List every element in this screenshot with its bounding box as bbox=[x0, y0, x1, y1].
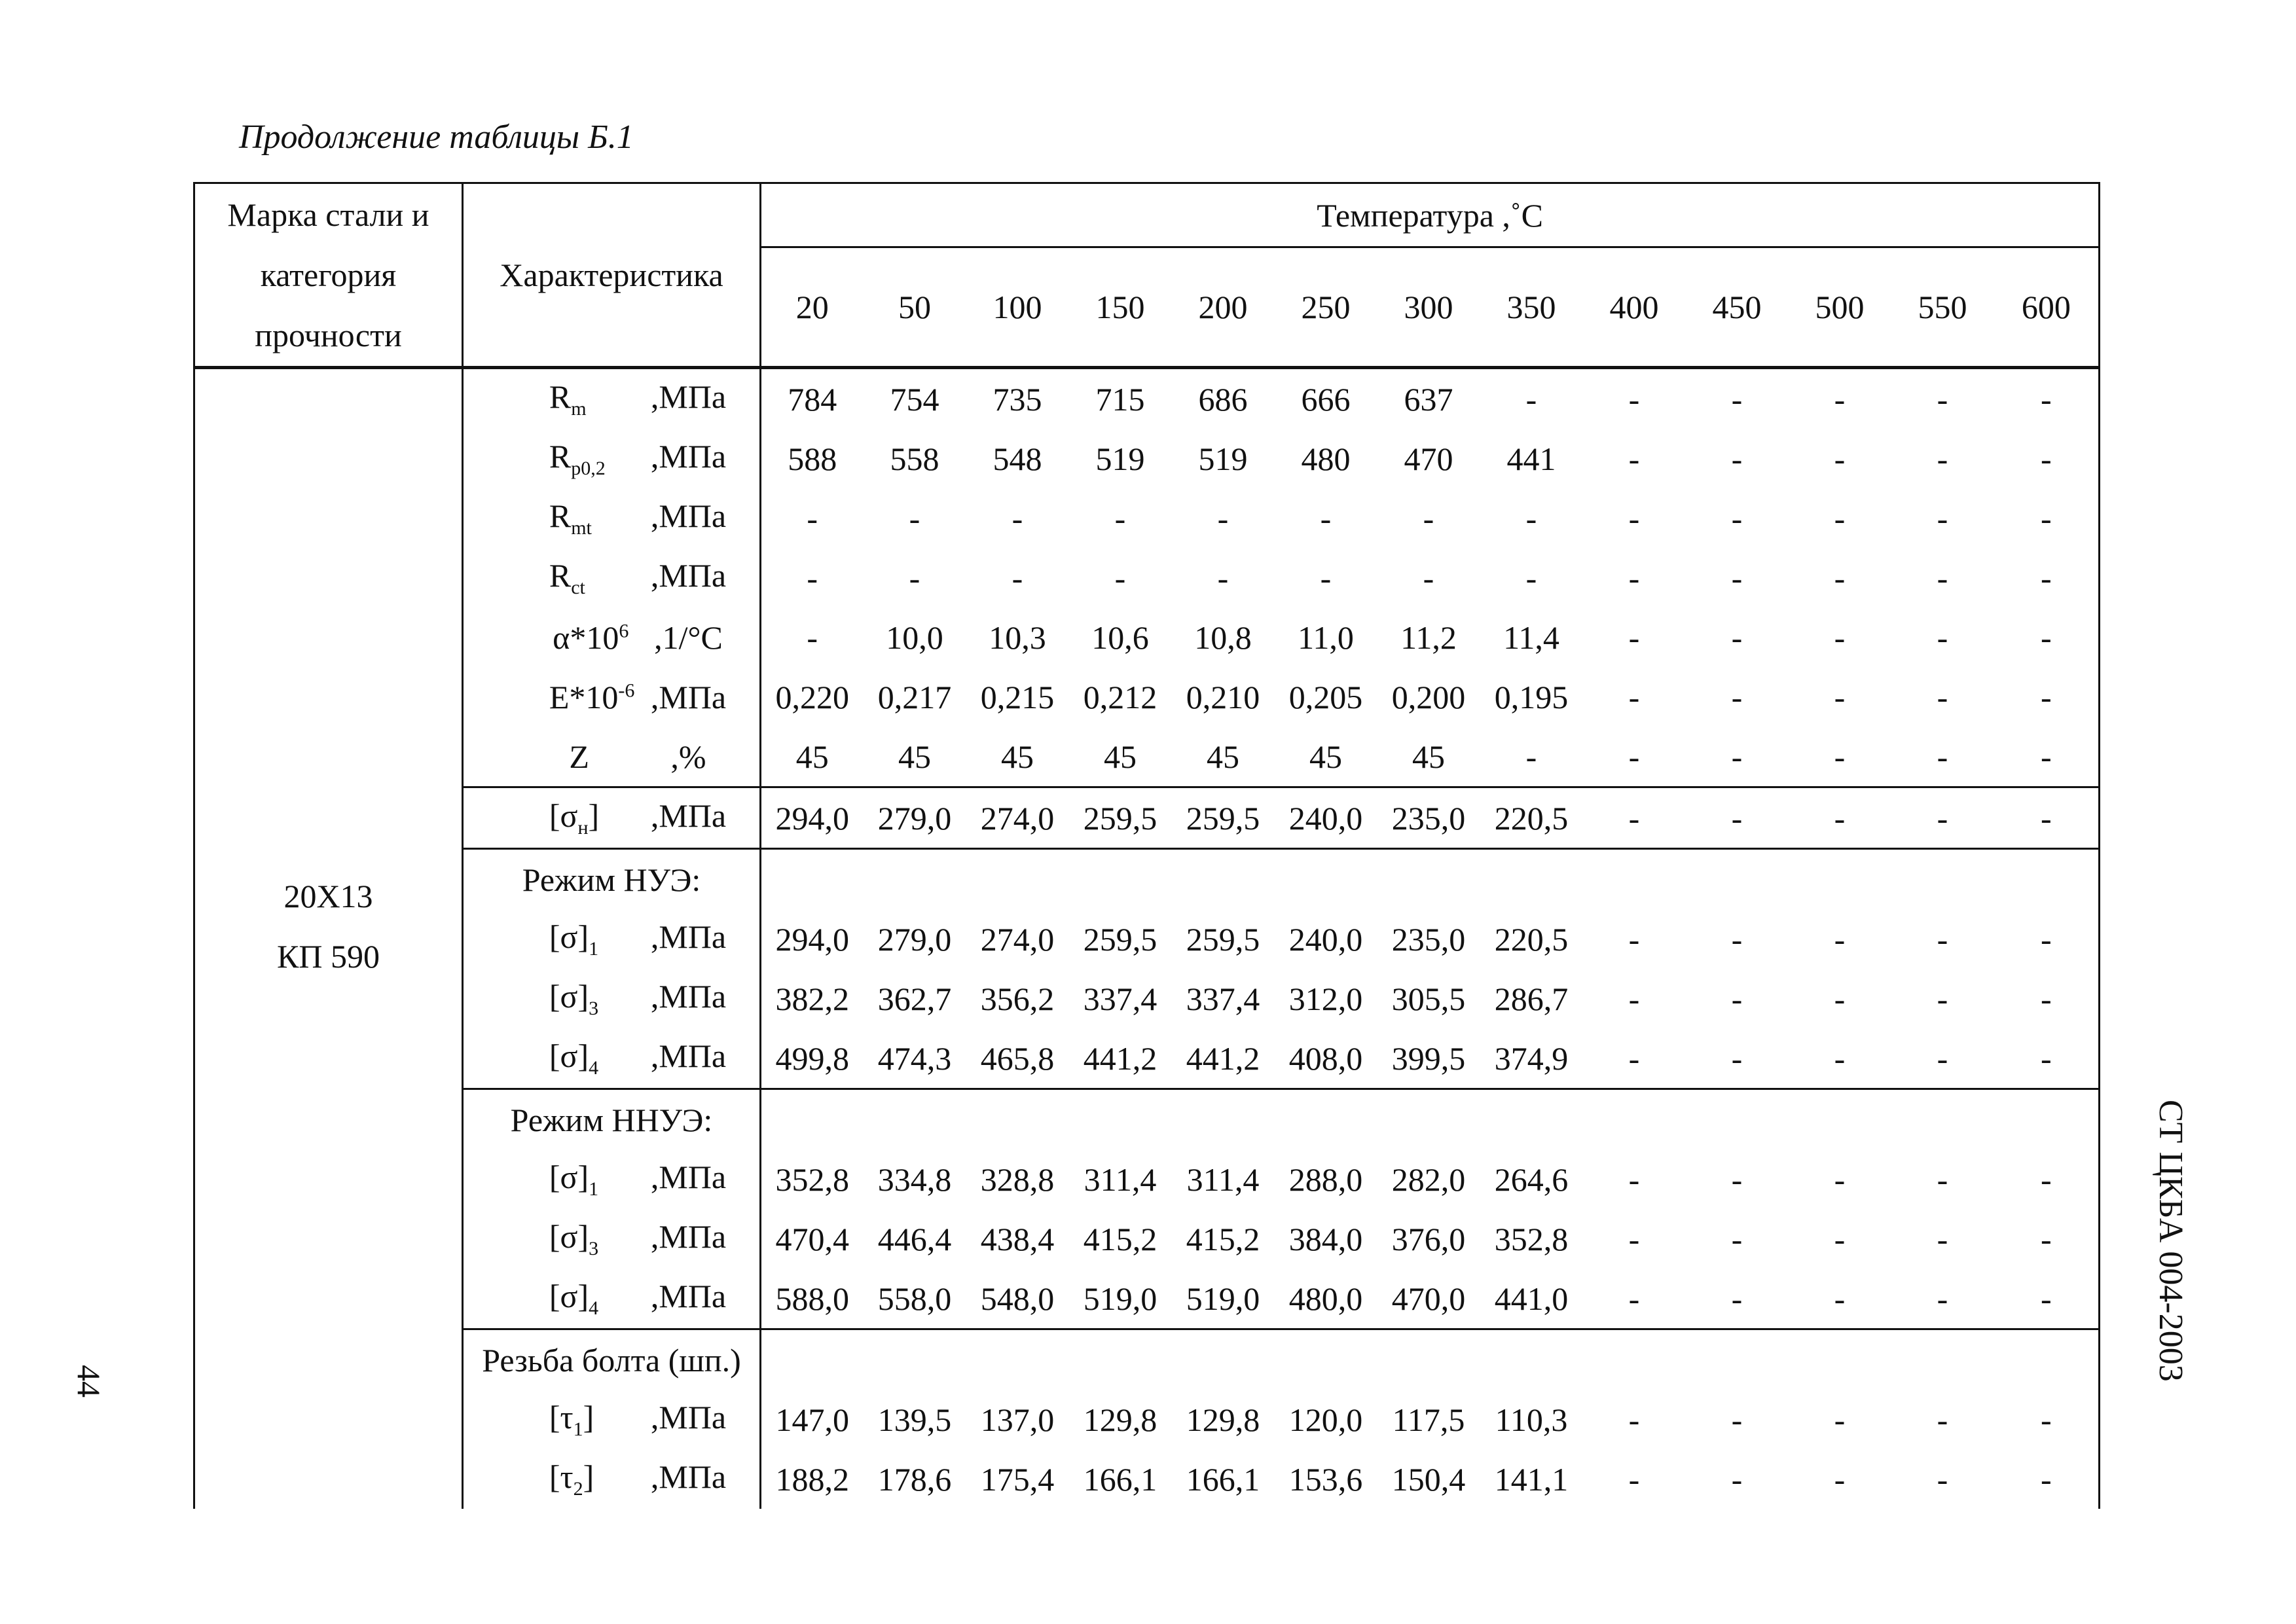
value-cell: 399,5 bbox=[1391, 1039, 1466, 1077]
value-cell: - bbox=[1834, 1039, 1846, 1077]
table-row bbox=[194, 1449, 2100, 1509]
value-cell: 150,4 bbox=[1391, 1460, 1466, 1498]
temperature-header-cell: 150 bbox=[1069, 247, 1172, 368]
value-cell: - bbox=[1834, 619, 1846, 656]
value-cell: - bbox=[1628, 920, 1640, 958]
value-cell: 45 bbox=[1001, 738, 1034, 775]
value-cell: 408,0 bbox=[1288, 1039, 1363, 1077]
section-label: Режим НУЭ: bbox=[463, 849, 761, 910]
table-caption: Продолжение таблицы Б.1 bbox=[239, 118, 634, 156]
value-cell: 784 bbox=[761, 368, 864, 429]
document-code: СТ ЦКБА 004-2003 bbox=[2152, 1100, 2189, 1382]
value-cell: 259,5 bbox=[1069, 787, 1172, 849]
table-row bbox=[194, 727, 2100, 787]
value-cell: - bbox=[1628, 1280, 1640, 1317]
value-cell: 754 bbox=[864, 368, 966, 429]
value-cell: - bbox=[1320, 559, 1332, 596]
properties-table bbox=[193, 182, 2100, 1509]
value-cell: - bbox=[1583, 368, 1686, 429]
value-cell: - bbox=[1628, 980, 1640, 1017]
table-row bbox=[194, 429, 2100, 488]
value-cell: - bbox=[1937, 1220, 1948, 1257]
value-cell: - bbox=[1525, 738, 1537, 775]
value-cell: 279,0 bbox=[864, 787, 966, 849]
value-cell: 220,5 bbox=[1480, 787, 1583, 849]
value-cell: - bbox=[1937, 559, 1948, 596]
value-cell: 0,215 bbox=[980, 678, 1055, 715]
table-row bbox=[194, 787, 2100, 849]
value-cell: - bbox=[1994, 1209, 2100, 1269]
table-row bbox=[194, 1269, 2100, 1329]
value-cell: 334,8 bbox=[877, 1161, 952, 1198]
value-cell: 166,1 bbox=[1186, 1460, 1260, 1498]
value-cell: - bbox=[909, 559, 920, 596]
value-cell: 294,0 bbox=[761, 787, 864, 849]
value-cell: - bbox=[1628, 738, 1640, 775]
strength-category: КП 590 bbox=[277, 937, 380, 975]
value-cell: 286,7 bbox=[1494, 980, 1569, 1017]
value-cell: - bbox=[1320, 499, 1332, 537]
header-grade: Марка стали и категория прочности bbox=[194, 183, 463, 368]
value-cell: 288,0 bbox=[1288, 1161, 1363, 1198]
section-label: Режим ННУЭ: bbox=[463, 1089, 761, 1150]
value-cell: 220,5 bbox=[1494, 920, 1569, 958]
value-cell: - bbox=[1937, 920, 1948, 958]
table-row bbox=[194, 548, 2100, 607]
value-cell: - bbox=[1994, 488, 2100, 548]
characteristic-cell: $[\sigma]_1$ ,МПа bbox=[463, 1149, 761, 1209]
value-cell: 259,5 bbox=[1083, 920, 1157, 958]
temperature-header-cell: 500 bbox=[1789, 247, 1891, 368]
value-cell: - bbox=[1937, 1401, 1948, 1438]
temperature-header-cell: 300 bbox=[1377, 247, 1480, 368]
table-row bbox=[194, 607, 2100, 667]
value-cell: 147,0 bbox=[775, 1401, 849, 1438]
value-cell: 356,2 bbox=[980, 980, 1055, 1017]
value-cell: - bbox=[1628, 440, 1640, 477]
value-cell: - bbox=[1731, 920, 1743, 958]
section-row bbox=[194, 1329, 2100, 1390]
table-row bbox=[194, 667, 2100, 727]
value-cell: - bbox=[1114, 499, 1126, 537]
value-cell: - bbox=[1994, 969, 2100, 1028]
value-cell: 279,0 bbox=[877, 920, 952, 958]
value-cell: 117,5 bbox=[1392, 1401, 1465, 1438]
value-cell: - bbox=[1994, 607, 2100, 667]
value-cell: - bbox=[1994, 1269, 2100, 1329]
value-cell: - bbox=[1731, 1161, 1743, 1198]
value-cell: - bbox=[1994, 368, 2100, 429]
value-cell: 129,8 bbox=[1083, 1401, 1157, 1438]
value-cell: 110,3 bbox=[1495, 1401, 1568, 1438]
value-cell: 0,220 bbox=[775, 678, 849, 715]
value-cell: 548 bbox=[993, 440, 1042, 477]
characteristic-cell: $[\sigma]_1$ ,МПа bbox=[463, 909, 761, 969]
value-cell: - bbox=[1834, 440, 1846, 477]
temperature-header-cell: 450 bbox=[1686, 247, 1789, 368]
value-cell: - bbox=[1937, 1161, 1948, 1198]
value-cell: - bbox=[1834, 559, 1846, 596]
value-cell: - bbox=[1217, 499, 1229, 537]
value-cell: - bbox=[1937, 1280, 1948, 1317]
value-cell: - bbox=[1937, 980, 1948, 1017]
table-row bbox=[194, 1209, 2100, 1269]
value-cell: 282,0 bbox=[1391, 1161, 1466, 1198]
temperature-header-cell: 20 bbox=[761, 247, 864, 368]
temperature-header-cell: 50 bbox=[864, 247, 966, 368]
value-cell: 558 bbox=[890, 440, 939, 477]
temperature-header-cell: 350 bbox=[1480, 247, 1583, 368]
value-cell: - bbox=[1628, 1460, 1640, 1498]
temperature-header-cell: 600 bbox=[1994, 247, 2100, 368]
value-cell: 45 bbox=[795, 738, 829, 775]
steel-grade-cell bbox=[194, 368, 463, 1509]
value-cell: 519,0 bbox=[1083, 1280, 1157, 1317]
value-cell: - bbox=[1834, 1220, 1846, 1257]
value-cell: - bbox=[1686, 787, 1789, 849]
value-cell: 0,200 bbox=[1391, 678, 1466, 715]
value-cell: - bbox=[1628, 499, 1640, 537]
value-cell: 175,4 bbox=[980, 1460, 1055, 1498]
value-cell: 0,205 bbox=[1288, 678, 1363, 715]
value-cell: - bbox=[1731, 1220, 1743, 1257]
value-cell: - bbox=[1937, 1039, 1948, 1077]
value-cell: 45 bbox=[1207, 738, 1239, 775]
table-row bbox=[194, 909, 2100, 969]
value-cell: - bbox=[1994, 909, 2100, 969]
value-cell: 45 bbox=[1412, 738, 1445, 775]
value-cell: 235,0 bbox=[1391, 920, 1466, 958]
value-cell: 10,8 bbox=[1194, 619, 1252, 656]
value-cell: 470,4 bbox=[775, 1220, 849, 1257]
value-cell: 45 bbox=[1309, 738, 1342, 775]
characteristic-cell: $R_{ct}$ ,МПа bbox=[463, 548, 761, 607]
value-cell: 588,0 bbox=[775, 1280, 849, 1317]
section-empty-cell bbox=[761, 849, 2100, 910]
value-cell: 362,7 bbox=[877, 980, 952, 1017]
value-cell: 129,8 bbox=[1186, 1401, 1260, 1438]
value-cell: - bbox=[1525, 499, 1537, 537]
value-cell: - bbox=[1937, 499, 1948, 537]
value-cell: 637 bbox=[1377, 368, 1480, 429]
section-empty-cell bbox=[761, 1329, 2100, 1390]
value-cell: 474,3 bbox=[877, 1039, 952, 1077]
value-cell: - bbox=[1731, 1460, 1743, 1498]
value-cell: 11,4 bbox=[1503, 619, 1559, 656]
value-cell: 441,0 bbox=[1494, 1280, 1569, 1317]
value-cell: - bbox=[1994, 787, 2100, 849]
value-cell: 480,0 bbox=[1288, 1280, 1363, 1317]
value-cell: 240,0 bbox=[1288, 920, 1363, 958]
value-cell: 264,6 bbox=[1494, 1161, 1569, 1198]
value-cell: 259,5 bbox=[1186, 920, 1260, 958]
value-cell: 240,0 bbox=[1275, 787, 1377, 849]
value-cell: - bbox=[1834, 738, 1846, 775]
table-row bbox=[194, 488, 2100, 548]
value-cell: 294,0 bbox=[775, 920, 849, 958]
value-cell: - bbox=[1731, 559, 1743, 596]
value-cell: - bbox=[1011, 559, 1023, 596]
value-cell: 45 bbox=[1104, 738, 1137, 775]
value-cell: - bbox=[1937, 738, 1948, 775]
value-cell: 10,0 bbox=[886, 619, 943, 656]
value-cell: - bbox=[1937, 1460, 1948, 1498]
value-cell: - bbox=[1731, 1039, 1743, 1077]
value-cell: - bbox=[1628, 678, 1640, 715]
temperature-header-cell: 400 bbox=[1583, 247, 1686, 368]
value-cell: 519 bbox=[1198, 440, 1248, 477]
section-label: Резьба болта (шп.) bbox=[463, 1329, 761, 1390]
value-cell: - bbox=[1525, 559, 1537, 596]
value-cell: 666 bbox=[1275, 368, 1377, 429]
value-cell: 139,5 bbox=[877, 1401, 952, 1438]
value-cell: 10,3 bbox=[989, 619, 1046, 656]
characteristic-cell: $[\tau_1]$ ,МПа bbox=[463, 1390, 761, 1449]
value-cell: - bbox=[1834, 1280, 1846, 1317]
value-cell: - bbox=[1114, 559, 1126, 596]
value-cell: 120,0 bbox=[1288, 1401, 1363, 1438]
value-cell: - bbox=[1994, 1149, 2100, 1209]
value-cell: 470,0 bbox=[1391, 1280, 1466, 1317]
value-cell: - bbox=[909, 499, 920, 537]
value-cell: - bbox=[1731, 678, 1743, 715]
value-cell: 352,8 bbox=[775, 1161, 849, 1198]
value-cell: 465,8 bbox=[980, 1039, 1055, 1077]
value-cell: 45 bbox=[898, 738, 931, 775]
value-cell: 166,1 bbox=[1083, 1460, 1157, 1498]
value-cell: 141,1 bbox=[1494, 1460, 1569, 1498]
header-characteristic: Характеристика bbox=[463, 183, 761, 368]
characteristic-cell: $[\sigma]_3$ ,МПа bbox=[463, 969, 761, 1028]
temperature-header-cell: 250 bbox=[1275, 247, 1377, 368]
value-cell: 10,6 bbox=[1091, 619, 1149, 656]
value-cell: - bbox=[1994, 667, 2100, 727]
value-cell: 441 bbox=[1506, 440, 1556, 477]
value-cell: - bbox=[807, 559, 818, 596]
value-cell: - bbox=[1834, 499, 1846, 537]
value-cell: 558,0 bbox=[877, 1280, 952, 1317]
section-empty-cell bbox=[761, 1089, 2100, 1150]
value-cell: 311,4 bbox=[1186, 1161, 1260, 1198]
value-cell: - bbox=[1731, 738, 1743, 775]
characteristic-cell: $[\sigma]_4$ ,МПа bbox=[463, 1269, 761, 1329]
value-cell: - bbox=[1994, 1390, 2100, 1449]
value-cell: - bbox=[1217, 559, 1229, 596]
value-cell: 311,4 bbox=[1084, 1161, 1157, 1198]
characteristic-cell: $[\sigma_н]$ ,МПа bbox=[463, 787, 761, 849]
value-cell: - bbox=[1891, 368, 1994, 429]
value-cell: - bbox=[1628, 1401, 1640, 1438]
table-row bbox=[194, 969, 2100, 1028]
value-cell: - bbox=[1891, 787, 1994, 849]
value-cell: - bbox=[1731, 1401, 1743, 1438]
value-cell: - bbox=[1628, 1039, 1640, 1077]
value-cell: 499,8 bbox=[775, 1039, 849, 1077]
value-cell: - bbox=[1731, 1280, 1743, 1317]
value-cell: - bbox=[1937, 678, 1948, 715]
value-cell: - bbox=[1834, 1460, 1846, 1498]
value-cell: 137,0 bbox=[980, 1401, 1055, 1438]
value-cell: 11,2 bbox=[1400, 619, 1457, 656]
temperature-header-cell: 550 bbox=[1891, 247, 1994, 368]
page-number: 44 bbox=[71, 1365, 107, 1398]
value-cell: 274,0 bbox=[980, 920, 1055, 958]
value-cell: - bbox=[1423, 499, 1434, 537]
characteristic-cell: $R_{p0,2}$ ,МПа bbox=[463, 429, 761, 488]
table-row bbox=[194, 1028, 2100, 1089]
value-cell: 374,9 bbox=[1494, 1039, 1569, 1077]
value-cell: 588 bbox=[788, 440, 837, 477]
characteristic-cell: $\alpha*10^6$ ,1/°С bbox=[463, 607, 761, 667]
value-cell: 519 bbox=[1095, 440, 1145, 477]
section-row bbox=[194, 1089, 2100, 1150]
value-cell: 686 bbox=[1172, 368, 1275, 429]
temperature-header-cell: 100 bbox=[966, 247, 1069, 368]
value-cell: 178,6 bbox=[877, 1460, 952, 1498]
value-cell: 328,8 bbox=[980, 1161, 1055, 1198]
value-cell: - bbox=[1480, 368, 1583, 429]
value-cell: 337,4 bbox=[1186, 980, 1260, 1017]
value-cell: 480 bbox=[1301, 440, 1351, 477]
value-cell: 153,6 bbox=[1288, 1460, 1363, 1498]
value-cell: 337,4 bbox=[1083, 980, 1157, 1017]
steel-grade: 20Х13 bbox=[283, 877, 373, 914]
value-cell: - bbox=[1834, 1401, 1846, 1438]
value-cell: 384,0 bbox=[1288, 1220, 1363, 1257]
value-cell: 0,217 bbox=[877, 678, 952, 715]
value-cell: 470 bbox=[1404, 440, 1453, 477]
value-cell: - bbox=[1423, 559, 1434, 596]
value-cell: 305,5 bbox=[1391, 980, 1466, 1017]
value-cell: - bbox=[807, 499, 818, 537]
characteristic-cell: $E*10^{-6}$ ,МПа bbox=[463, 667, 761, 727]
table-row bbox=[194, 368, 2100, 429]
value-cell: - bbox=[1789, 787, 1891, 849]
value-cell: 548,0 bbox=[980, 1280, 1055, 1317]
value-cell: - bbox=[1731, 499, 1743, 537]
characteristic-cell: $R_m$ ,МПа bbox=[463, 368, 761, 429]
section-row bbox=[194, 849, 2100, 910]
value-cell: - bbox=[1834, 678, 1846, 715]
value-cell: - bbox=[1628, 619, 1640, 656]
value-cell: - bbox=[807, 619, 818, 656]
value-cell: 519,0 bbox=[1186, 1280, 1260, 1317]
value-cell: 446,4 bbox=[877, 1220, 952, 1257]
value-cell: 259,5 bbox=[1172, 787, 1275, 849]
value-cell: 0,195 bbox=[1494, 678, 1569, 715]
value-cell: 235,0 bbox=[1377, 787, 1480, 849]
value-cell: 715 bbox=[1069, 368, 1172, 429]
value-cell: - bbox=[1583, 787, 1686, 849]
value-cell: 0,212 bbox=[1083, 678, 1157, 715]
value-cell: - bbox=[1994, 429, 2100, 488]
characteristic-cell: $[\sigma]_4$ ,МПа bbox=[463, 1028, 761, 1089]
value-cell: 415,2 bbox=[1186, 1220, 1260, 1257]
value-cell: 352,8 bbox=[1494, 1220, 1569, 1257]
value-cell: 11,0 bbox=[1298, 619, 1354, 656]
value-cell: - bbox=[1011, 499, 1023, 537]
value-cell: - bbox=[1731, 440, 1743, 477]
value-cell: - bbox=[1686, 368, 1789, 429]
value-cell: 312,0 bbox=[1288, 980, 1363, 1017]
value-cell: - bbox=[1834, 1161, 1846, 1198]
characteristic-cell: $[\tau_2]$ ,МПа bbox=[463, 1449, 761, 1509]
value-cell: 415,2 bbox=[1083, 1220, 1157, 1257]
value-cell: - bbox=[1834, 920, 1846, 958]
value-cell: - bbox=[1628, 1161, 1640, 1198]
value-cell: - bbox=[1628, 559, 1640, 596]
value-cell: - bbox=[1994, 727, 2100, 787]
value-cell: - bbox=[1628, 1220, 1640, 1257]
value-cell: 0,210 bbox=[1186, 678, 1260, 715]
characteristic-cell: Z ,% bbox=[463, 727, 761, 787]
value-cell: - bbox=[1994, 1028, 2100, 1089]
value-cell: - bbox=[1994, 548, 2100, 607]
value-cell: 438,4 bbox=[980, 1220, 1055, 1257]
value-cell: - bbox=[1731, 619, 1743, 656]
value-cell: - bbox=[1789, 368, 1891, 429]
characteristic-cell: $[\sigma]_3$ ,МПа bbox=[463, 1209, 761, 1269]
value-cell: 441,2 bbox=[1083, 1039, 1157, 1077]
header-temperature: Температура ,˚С bbox=[761, 183, 2100, 247]
value-cell: 382,2 bbox=[775, 980, 849, 1017]
value-cell: 274,0 bbox=[966, 787, 1069, 849]
value-cell: - bbox=[1731, 980, 1743, 1017]
value-cell: - bbox=[1994, 1449, 2100, 1509]
temperature-header-cell: 200 bbox=[1172, 247, 1275, 368]
table-row bbox=[194, 1390, 2100, 1449]
value-cell: - bbox=[1834, 980, 1846, 1017]
value-cell: 441,2 bbox=[1186, 1039, 1260, 1077]
value-cell: 735 bbox=[966, 368, 1069, 429]
value-cell: 376,0 bbox=[1391, 1220, 1466, 1257]
value-cell: - bbox=[1937, 440, 1948, 477]
value-cell: 188,2 bbox=[775, 1460, 849, 1498]
value-cell: - bbox=[1937, 619, 1948, 656]
table-row bbox=[194, 1149, 2100, 1209]
characteristic-cell: $R_{mt}$ ,МПа bbox=[463, 488, 761, 548]
